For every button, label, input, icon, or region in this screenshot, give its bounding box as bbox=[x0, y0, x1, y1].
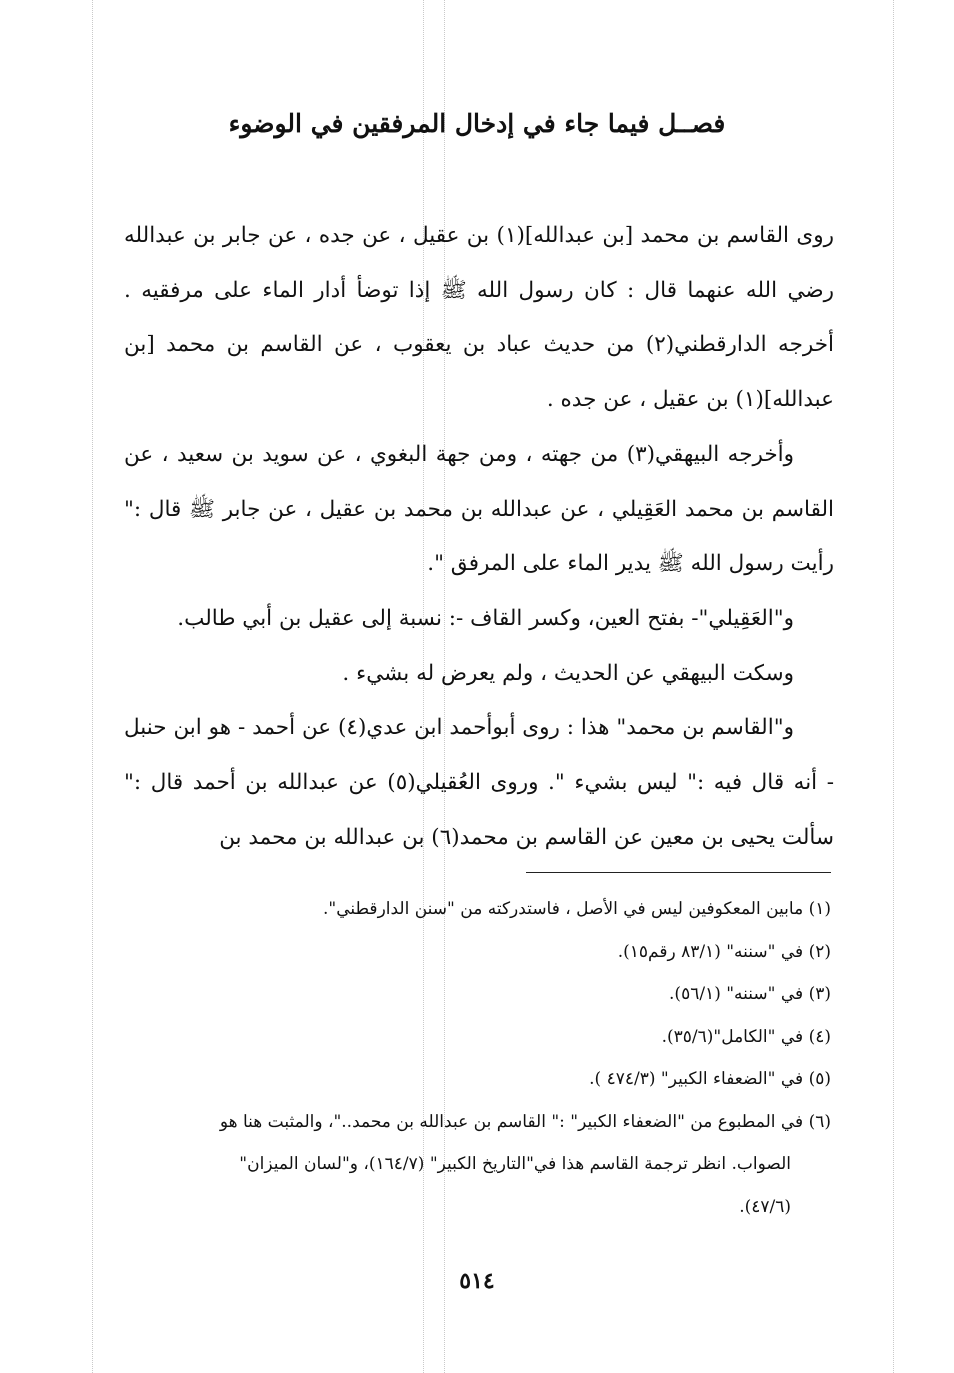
paragraph bbox=[124, 701, 834, 865]
footnote-line: (٤) في "الكامل"(٣٥/٦). bbox=[661, 1026, 831, 1047]
footnote-line: (١) مابين المعكوفين ليس في الأصل ، فاستدركته من "سنن الدارقطني". bbox=[322, 899, 831, 919]
text-line: وسكت البيهقي عن الحديث ، ولم يعرض له بشيء . bbox=[342, 660, 794, 686]
footnote-line: (٤٧/٦). bbox=[739, 1196, 791, 1217]
footnote-line: (٢) في "سننه" (٨٣/١ رقم١٥). bbox=[617, 941, 831, 962]
footnote-separator bbox=[526, 872, 831, 873]
footnote bbox=[119, 1016, 831, 1059]
text-line: عبدالله رضي الله عنهما قال : كان رسول الله ﷺ إذا توضأ أدار الماء على bbox=[124, 223, 834, 303]
text-line: قال :" رأيت رسول الله ﷺ يدير الماء على المرفق ". bbox=[124, 496, 834, 577]
footnote bbox=[119, 1058, 831, 1101]
text-line: و"القاسم بن محمد" هذا : روى أبوأحمد ابن عدي(٤) عن أحمد - هو ابن bbox=[173, 715, 794, 741]
text-line: محمد [بن عبدالله](١) بن عقيل ، عن جده . bbox=[124, 332, 834, 413]
scan-guide-line bbox=[92, 0, 93, 1373]
footnote-line: (٥) في "الضعفاء الكبير" (٤٧٤/٣ ). bbox=[589, 1069, 831, 1089]
text-line: و"العَقِيلي"- بفتح العين، وكسر القاف -: نسبة إلى عقيل بن أبي طالب. bbox=[177, 605, 794, 631]
text-line: وأخرجه البيهقي(٣) من جهته ، ومن جهة البغوي ، عن سويد بن سعيد ، bbox=[161, 441, 794, 467]
text-line: روى القاسم بن محمد [بن عبدالله](١) بن عقيل ، عن جده ، عن جابر بن bbox=[193, 223, 834, 248]
footnote-line: الصواب. انظر ترجمة القاسم هذا في"التاريخ الكبير" (١٦٤/٧)، و"لسان الميزان" bbox=[239, 1154, 791, 1174]
paragraph bbox=[124, 592, 834, 647]
footnote bbox=[119, 973, 831, 1016]
text-line: مرفقيه . أخرجه الدارقطني(٢) من حديث عباد بن يعقوب ، عن القاسم بن bbox=[124, 277, 834, 358]
paragraph bbox=[124, 428, 834, 592]
text-line: قال :" سألت يحيى بن معين عن القاسم بن محمد(٦) بن عبدالله بن محمد بن bbox=[124, 770, 834, 850]
footnote bbox=[119, 931, 831, 974]
scan-guide-line bbox=[893, 0, 894, 1373]
footnote-line: (٦) في المطبوع من "الضعفاء الكبير" :" القاسم بن عبدالله بن محمد.."، والمثبت هنا هو bbox=[219, 1111, 831, 1132]
page-number: ٥١٤ bbox=[459, 1268, 495, 1294]
paragraph bbox=[124, 647, 834, 702]
text-line: عن القاسم بن محمد العَقِيلي ، عن عبدالله بن محمد بن عقيل ، عن جابر ﷺ bbox=[124, 441, 834, 522]
main-text bbox=[124, 209, 834, 865]
text-line: حنبل - أنه قال فيه :" ليس بشيء ". وروى العُقيلي(٥) عن عبدالله بن أحمد bbox=[124, 715, 834, 796]
footnote bbox=[119, 888, 831, 931]
footnotes bbox=[119, 888, 831, 1228]
footnote-line: (٣) في "سننه" (٥٦/١). bbox=[669, 984, 831, 1004]
footnote bbox=[119, 1101, 831, 1229]
paragraph bbox=[124, 209, 834, 428]
chapter-title: فصــل فيما جاء في إدخال المرفقين في الوضوء bbox=[228, 109, 726, 138]
